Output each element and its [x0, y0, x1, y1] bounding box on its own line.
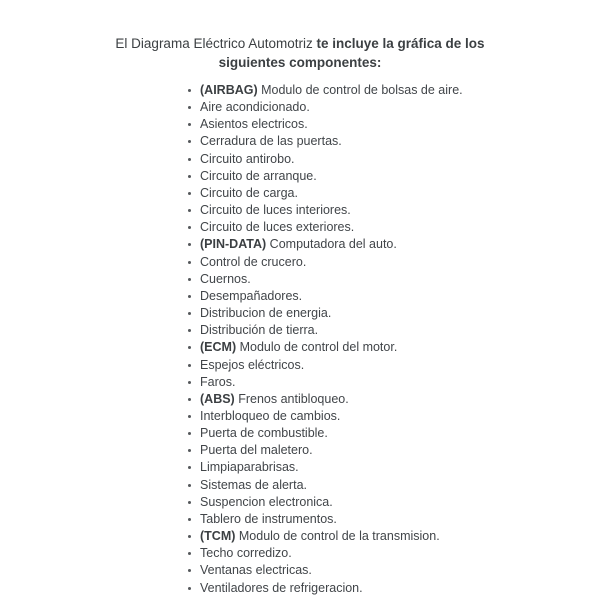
list-item-text: Cuernos.: [200, 271, 251, 286]
bullet-icon: [188, 449, 191, 452]
list-item: [200, 545, 600, 562]
bullet-icon: [188, 484, 191, 487]
bullet-icon: [188, 89, 191, 92]
bullet-icon: [188, 140, 191, 143]
list-item-prefix: (PIN-DATA): [200, 237, 270, 252]
list-item-text: Suspencion electronica.: [200, 494, 333, 509]
list-item-text: Ventiladores de refrigeracion.: [200, 580, 363, 595]
list-item: [200, 408, 600, 425]
list-item: [200, 339, 600, 356]
list-item: [200, 528, 600, 545]
list-item: [200, 288, 600, 305]
bullet-icon: [188, 364, 191, 367]
list-item-text: Aire acondicionado.: [200, 100, 310, 115]
bullet-icon: [188, 552, 191, 555]
list-item: [200, 305, 600, 322]
list-item: [200, 374, 600, 391]
bullet-icon: [188, 329, 191, 332]
list-item-text: Puerta de combustible.: [200, 426, 328, 441]
bullet-icon: [188, 501, 191, 504]
bullet-icon: [188, 175, 191, 178]
list-item-text: Circuito de carga.: [200, 185, 298, 200]
bullet-icon: [188, 295, 191, 298]
bullet-icon: [188, 123, 191, 126]
bullet-icon: [188, 587, 191, 590]
list-item: [200, 151, 600, 168]
title-bold-part: te incluye la gráfica de los siguientes componentes:: [218, 36, 485, 70]
list-item-text: Desempañadores.: [200, 288, 303, 303]
list-item: [200, 219, 600, 236]
list-item-prefix: (AIRBAG): [200, 83, 262, 97]
bullet-icon: [188, 243, 191, 246]
bullet-icon: [188, 569, 191, 572]
list-item: [200, 391, 600, 408]
list-item: [200, 459, 600, 476]
list-item: [200, 168, 600, 185]
list-item-text: Ventanas electricas.: [200, 563, 312, 578]
bullet-icon: [188, 535, 191, 538]
title-regular-part: El Diagrama Eléctrico Automotriz: [115, 36, 317, 51]
list-item-text: Circuito de arranque.: [200, 168, 317, 183]
list-item-text: Techo corredizo.: [200, 546, 292, 561]
bullet-icon: [188, 278, 191, 281]
list-item: [200, 357, 600, 374]
list-item-text: Distribucion de energia.: [200, 306, 332, 321]
list-item-text: Asientos electricos.: [200, 117, 308, 132]
list-item: [200, 580, 600, 597]
list-item-text: Limpiaparabrisas.: [200, 460, 299, 475]
bullet-icon: [188, 415, 191, 418]
list-item-text: Control de crucero.: [200, 254, 307, 269]
bullet-icon: [188, 398, 191, 401]
list-item-text: Distribución de tierra.: [200, 323, 319, 338]
list-item-text: Faros.: [200, 374, 236, 389]
list-item-text: Circuito de luces interiores.: [200, 203, 351, 218]
bullet-icon: [188, 381, 191, 384]
list-item: [200, 271, 600, 288]
list-item-text: Circuito antirobo.: [200, 151, 295, 166]
list-item-text: Modulo de control de la transmision.: [238, 529, 440, 544]
list-item: [200, 477, 600, 494]
page-title: [85, 0, 515, 72]
list-item-prefix: (ABS): [200, 391, 239, 406]
list-item: [200, 236, 600, 253]
list-item-prefix: (ECM): [200, 340, 240, 355]
list-item-text: Computadora del auto.: [269, 237, 397, 252]
bullet-icon: [188, 312, 191, 315]
list-item: [200, 116, 600, 133]
list-item-text: Puerta del maletero.: [200, 443, 313, 458]
bullet-icon: [188, 518, 191, 521]
list-item-prefix: (TCM): [200, 529, 239, 544]
bullet-icon: [188, 192, 191, 195]
list-item: [200, 202, 600, 219]
bullet-icon: [188, 209, 191, 212]
list-item: [200, 511, 600, 528]
bullet-icon: [188, 226, 191, 229]
list-item-text: Modulo de control del motor.: [239, 340, 398, 355]
list-item-text: Sistemas de alerta.: [200, 477, 307, 492]
list-item-text: Espejos eléctricos.: [200, 357, 305, 372]
list-item: [200, 442, 600, 459]
bullet-icon: [188, 261, 191, 264]
bullet-icon: [188, 346, 191, 349]
list-item: [200, 254, 600, 271]
list-item-text: Circuito de luces exteriores.: [200, 220, 355, 235]
bullet-icon: [188, 158, 191, 161]
list-item: [200, 82, 600, 99]
list-item-text: Modulo de control de bolsas de aire.: [261, 83, 463, 97]
component-list: [0, 82, 600, 597]
list-item: [200, 185, 600, 202]
list-item: [200, 494, 600, 511]
list-item: [200, 322, 600, 339]
list-item: [200, 133, 600, 150]
list-item-text: Tablero de instrumentos.: [200, 511, 337, 526]
bullet-icon: [188, 432, 191, 435]
list-item-text: Cerradura de las puertas.: [200, 134, 342, 149]
list-item-text: Frenos antibloqueo.: [238, 391, 349, 406]
list-item: [200, 562, 600, 579]
list-item: [200, 99, 600, 116]
bullet-icon: [188, 106, 191, 109]
list-item: [200, 425, 600, 442]
list-item-text: Interbloqueo de cambios.: [200, 408, 341, 423]
bullet-icon: [188, 466, 191, 469]
